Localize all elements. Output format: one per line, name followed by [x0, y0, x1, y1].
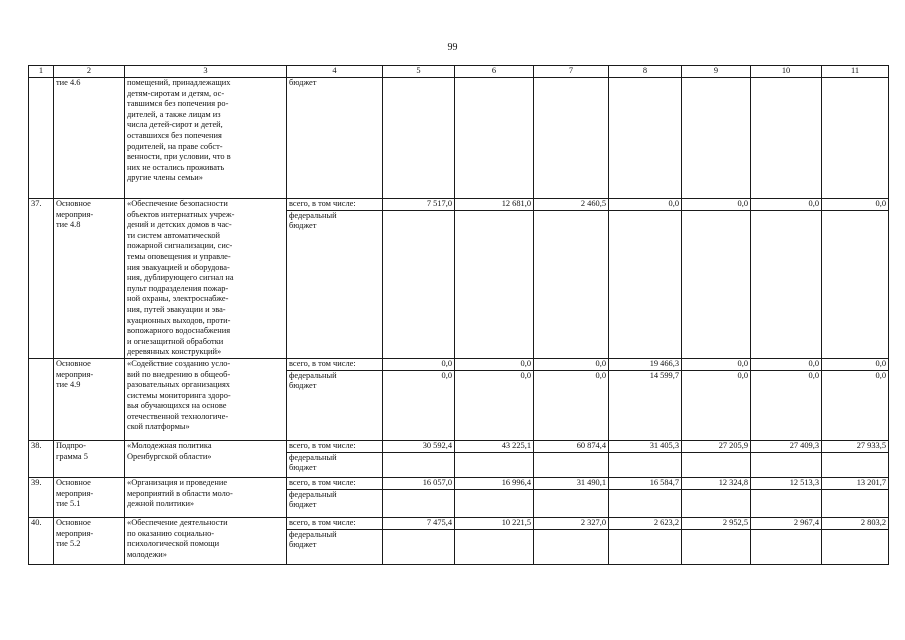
row-number: 39.	[29, 477, 54, 517]
row-number	[29, 78, 54, 199]
value-cell	[822, 477, 889, 517]
measure-description	[125, 440, 287, 477]
value-cell	[822, 440, 889, 477]
value: 12 324,8	[682, 478, 750, 490]
measure-description	[125, 477, 287, 517]
description-line: ния, путей эвакуации и эва-	[127, 304, 226, 314]
description-line: отечественной технологиче-	[127, 411, 229, 421]
measure-name	[54, 477, 125, 517]
measure-description	[125, 358, 287, 440]
measure-description	[125, 199, 287, 359]
value: 0,0	[808, 370, 819, 380]
value: 16 057,0	[383, 478, 454, 490]
value: 19 466,3	[609, 359, 681, 371]
value-cell	[534, 358, 609, 440]
value-cell	[751, 440, 822, 477]
value-cell	[682, 199, 751, 359]
description-line: «Организация и проведение	[127, 477, 228, 487]
description-line: ской платформы»	[127, 422, 190, 432]
funding-source	[287, 199, 383, 359]
value: 27 205,9	[682, 441, 750, 453]
value: 0,0	[751, 359, 821, 371]
value: 13 201,7	[822, 478, 888, 490]
funding-source-line: федеральный	[289, 210, 337, 220]
description-line: куационных выходов, проти-	[127, 315, 231, 325]
value: 31 405,3	[609, 441, 681, 453]
value-cell	[682, 517, 751, 564]
funding-source-line: федеральный	[289, 370, 337, 380]
row-number: 40.	[29, 517, 54, 564]
table-row	[29, 517, 889, 564]
funding-source	[287, 78, 383, 199]
value-cell	[455, 477, 534, 517]
value-cell	[534, 78, 609, 199]
measure-name	[54, 199, 125, 359]
value-cell	[383, 440, 455, 477]
measure-name	[54, 440, 125, 477]
value: 16 584,7	[609, 478, 681, 490]
value: 0,0	[383, 359, 454, 371]
description-line: дежной политики»	[127, 499, 195, 509]
value-cell	[534, 517, 609, 564]
value: 2 327,0	[534, 518, 608, 530]
description-line: системы мониторинга здоро-	[127, 390, 231, 400]
description-line: вий по внедрению в общеоб-	[127, 369, 231, 379]
column-header: 9	[682, 66, 751, 78]
measure-name	[54, 517, 125, 564]
row-number: 38.	[29, 440, 54, 477]
funding-source	[287, 358, 383, 440]
measure-name-line: Основное	[56, 358, 91, 368]
funding-source-line: бюджет	[289, 540, 317, 550]
column-header: 1	[29, 66, 54, 78]
description-line: деревянных конструкций»	[127, 347, 222, 357]
measure-name-line: Основное	[56, 477, 91, 487]
value: 2 952,5	[682, 518, 750, 530]
value: 7 475,4	[383, 518, 454, 530]
value: 0,0	[751, 199, 821, 211]
value: 0,0	[737, 370, 748, 380]
description-line: мероприятий в области моло-	[127, 488, 233, 498]
description-line: разовательных организациях	[127, 380, 230, 390]
value-cell	[751, 358, 822, 440]
value: 0,0	[822, 359, 888, 371]
value-cell	[534, 199, 609, 359]
value: 0,0	[609, 199, 681, 211]
measure-description	[125, 517, 287, 564]
value: 30 592,4	[383, 441, 454, 453]
measure-name-line: Подпро-	[56, 440, 86, 450]
value: 0,0	[441, 370, 452, 380]
value-cell	[383, 78, 455, 199]
description-line: ния, дублирующего сигнал на	[127, 273, 234, 283]
value: 2 967,4	[751, 518, 821, 530]
value: 10 221,5	[455, 518, 533, 530]
value-cell	[822, 78, 889, 199]
funding-source-line: федеральный	[289, 489, 337, 499]
value-cell	[609, 440, 682, 477]
description-line: ния эвакуацией и оборудова-	[127, 262, 230, 272]
measure-description	[125, 78, 287, 199]
description-line: помещений, принадлежащих	[127, 78, 231, 87]
funding-source-line: всего, в том числе:	[287, 199, 382, 211]
column-header: 4	[287, 66, 383, 78]
description-line: темы оповещения и управле-	[127, 251, 231, 261]
value: 31 490,1	[534, 478, 608, 490]
table-row	[29, 358, 889, 440]
description-line: «Обеспечение безопасности	[127, 199, 228, 208]
value: 0,0	[682, 359, 750, 371]
description-line: вопожарного водоснабжения	[127, 326, 231, 336]
measure-name-line: тие 5.2	[56, 539, 81, 549]
table-row	[29, 440, 889, 477]
measure-name-line: грамма 5	[56, 451, 88, 461]
description-line: другие члены семьи»	[127, 173, 203, 183]
description-line: тавшимся без попечения ро-	[127, 99, 229, 109]
funding-source	[287, 517, 383, 564]
budget-table	[28, 65, 889, 565]
value: 60 874,4	[534, 441, 608, 453]
value: 43 225,1	[455, 441, 533, 453]
value-cell	[822, 199, 889, 359]
value-cell	[383, 199, 455, 359]
value: 0,0	[682, 199, 750, 211]
value: 27 409,3	[751, 441, 821, 453]
value-cell	[682, 440, 751, 477]
value: 0,0	[822, 199, 888, 211]
value: 0,0	[595, 370, 606, 380]
description-line: ти систем автоматической	[127, 230, 221, 240]
header-row	[29, 66, 889, 78]
value-cell	[751, 78, 822, 199]
table-row	[29, 199, 889, 359]
description-line: дителей, а также лицам из	[127, 109, 221, 119]
value-cell	[383, 517, 455, 564]
measure-name-line: мероприя-	[56, 209, 94, 219]
measure-name-line: мероприя-	[56, 528, 94, 538]
description-line: Оренбургской области»	[127, 451, 212, 461]
column-header: 8	[609, 66, 682, 78]
value: 12 513,3	[751, 478, 821, 490]
value-cell	[534, 477, 609, 517]
description-line: психологической помощи	[127, 539, 220, 549]
value-cell	[609, 78, 682, 199]
value-cell	[383, 477, 455, 517]
description-line: и огнезащитной обработки	[127, 336, 224, 346]
funding-source-line: бюджет	[289, 221, 317, 231]
measure-name-line: Основное	[56, 517, 91, 527]
description-line: числа детей-сирот и детей,	[127, 120, 223, 130]
description-line: оставшихся без попечения	[127, 130, 222, 140]
column-header: 7	[534, 66, 609, 78]
value-cell	[751, 477, 822, 517]
measure-name-line: тие 4.6	[56, 78, 81, 87]
value: 12 681,0	[455, 199, 533, 211]
description-line: объектов интернатных учреж-	[127, 209, 235, 219]
funding-source-line: федеральный	[289, 529, 337, 539]
value: 0,0	[875, 370, 886, 380]
description-line: них не остались проживать	[127, 162, 225, 172]
value-cell	[609, 517, 682, 564]
funding-source-line: всего, в том числе:	[287, 441, 382, 453]
value-cell	[383, 358, 455, 440]
row-number: 37.	[29, 199, 54, 359]
funding-source-line: всего, в том числе:	[287, 518, 382, 530]
value-cell	[822, 358, 889, 440]
value: 0,0	[455, 359, 533, 371]
funding-source-line: всего, в том числе:	[287, 359, 382, 371]
description-line: детям-сиротам и детям, ос-	[127, 88, 225, 98]
column-header: 10	[751, 66, 822, 78]
description-line: вья обучающихся на основе	[127, 401, 227, 411]
measure-name-line: тие 5.1	[56, 499, 81, 509]
value-cell	[455, 78, 534, 199]
value: 0,0	[520, 370, 531, 380]
value-cell	[682, 78, 751, 199]
funding-source-line: бюджет	[289, 381, 317, 391]
value: 2 803,2	[822, 518, 888, 530]
value-cell	[609, 199, 682, 359]
funding-source	[287, 477, 383, 517]
value: 0,0	[534, 359, 608, 371]
description-line: дений и детских домов в час-	[127, 220, 232, 230]
column-header: 2	[54, 66, 125, 78]
value-cell	[751, 199, 822, 359]
description-line: пожарной сигнализации, сис-	[127, 241, 233, 251]
page-number: 99	[447, 42, 458, 53]
column-header: 6	[455, 66, 534, 78]
description-line: «Обеспечение деятельности	[127, 517, 228, 527]
value: 2 623,2	[609, 518, 681, 530]
value-cell	[609, 358, 682, 440]
funding-source	[287, 440, 383, 477]
value-cell	[534, 440, 609, 477]
column-header: 11	[822, 66, 889, 78]
measure-name-line: тие 4.8	[56, 220, 81, 230]
funding-source-line: бюджет	[289, 500, 317, 510]
value-cell	[455, 199, 534, 359]
table-row	[29, 78, 889, 199]
description-line: «Содействие созданию усло-	[127, 358, 231, 368]
description-line: по оказанию социально-	[127, 528, 215, 538]
description-line: родителей, на праве собст-	[127, 141, 223, 151]
measure-name	[54, 78, 125, 199]
value: 7 517,0	[383, 199, 454, 211]
funding-source-line: бюджет	[289, 78, 317, 87]
measure-name-line: мероприя-	[56, 488, 94, 498]
column-header: 3	[125, 66, 287, 78]
description-line: ной охраны, электроснабже-	[127, 294, 229, 304]
value-cell	[682, 358, 751, 440]
measure-name	[54, 358, 125, 440]
value-cell	[751, 517, 822, 564]
value-cell	[609, 477, 682, 517]
description-line: венности, при условии, что в	[127, 152, 231, 162]
value-cell	[455, 358, 534, 440]
value-cell	[822, 517, 889, 564]
description-line: пульт подразделения пожар-	[127, 283, 229, 293]
measure-name-line: мероприя-	[56, 369, 94, 379]
funding-source-line: федеральный	[289, 452, 337, 462]
value-cell	[682, 477, 751, 517]
value: 14 599,7	[649, 370, 679, 380]
measure-name-line: Основное	[56, 199, 91, 208]
description-line: «Молодежная политика	[127, 440, 212, 450]
value-cell	[455, 517, 534, 564]
description-line: молодежи»	[127, 549, 167, 559]
row-number	[29, 358, 54, 440]
funding-source-line: всего, в том числе:	[287, 478, 382, 490]
value: 2 460,5	[534, 199, 608, 211]
value: 27 933,5	[822, 441, 888, 453]
value: 16 996,4	[455, 478, 533, 490]
table-row	[29, 477, 889, 517]
funding-source-line: бюджет	[289, 463, 317, 473]
measure-name-line: тие 4.9	[56, 380, 81, 390]
column-header: 5	[383, 66, 455, 78]
value-cell	[455, 440, 534, 477]
